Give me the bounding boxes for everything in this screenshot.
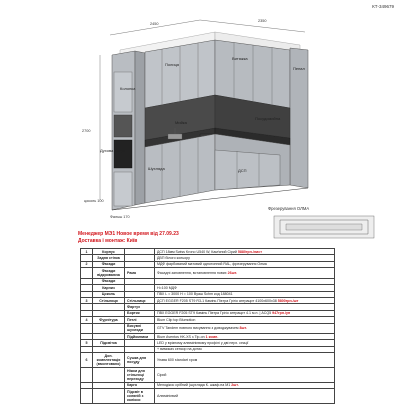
label-hood: Витяжка [232, 56, 248, 61]
spec-cell-sub: Фартух [125, 304, 155, 310]
spec-cell-val: GTV Tandem повного висування з доводжувачем 8шт. [155, 323, 335, 334]
spec-cell-cat: Доп. комплектація (вмонтовано) [93, 353, 125, 368]
spec-accent: 26шт. [226, 270, 238, 275]
spec-cell-cat: Карниз [93, 285, 125, 291]
label-dsp: ДСП [238, 168, 247, 173]
spec-table [80, 248, 335, 404]
dim-height: 2700 [82, 129, 91, 133]
spec-cell-sub: Рама [125, 268, 155, 279]
spec-cell-sub: Стільниця [125, 297, 155, 303]
spec-row [81, 323, 335, 334]
spec-cell-num [81, 389, 93, 404]
dim-plinth: цоколь 100 [84, 199, 104, 203]
spec-cell-val: Мелодікос срібний (шухляда К. шкаф.на М1 2шт. [155, 382, 335, 388]
spec-cell-val: ДВП білого кольору [155, 255, 335, 261]
dim-top-left: 2450 [150, 22, 159, 26]
spec-row [81, 353, 335, 368]
spec-row [81, 368, 335, 383]
manager-line-1: Менеджер МЭ1 Новое время від 27.09.23 [78, 231, 179, 237]
spec-cell-num [81, 323, 93, 334]
spec-accent: 5880грн./лист [236, 249, 263, 254]
spec-cell-sub: Петлі [125, 317, 155, 323]
label-drawer: Шухляда [148, 166, 165, 171]
label-column: Колонка [120, 86, 136, 91]
spec-cell-val: LED у врізному алюмінієвому профілі у дві нерх. секції [155, 340, 335, 346]
spec-cell-val: МДФ фарбований матовий однотонний RAL, фрезерування Олма [155, 261, 335, 267]
spec-cell-sub: Підйомники [125, 334, 155, 340]
spec-cell-val: ПВХ L = 3000 Н = 100 Вуаш Schm код 188041 [155, 291, 335, 297]
spec-cell-num: 1 [81, 249, 93, 255]
label-oven: Духова шафа [100, 148, 126, 153]
spec-cell-val: Алюмінієвий [155, 389, 335, 404]
spec-cell-cat: Підсвітка [93, 340, 125, 346]
spec-cell-cat [93, 389, 125, 404]
spec-cell-sub: Бортик [125, 310, 155, 316]
spec-cell-val: Упава 600 standart хром [155, 353, 335, 368]
spec-cell-sub: Ніжки для стільниці переходу [125, 368, 155, 383]
spec-cell-num: 2 [81, 261, 93, 267]
spec-cell-cat [93, 323, 125, 334]
spec-cell-val: + вимикач сенсор на дотик [155, 346, 335, 352]
spec-accent: 2шт. [230, 383, 239, 388]
spec-cell-val: ДСП EGGER F205 ST9 R3-1 Камінь Пієтра Грігіо антрацит 4100х600х38 5800грн./шт [155, 297, 335, 303]
spec-cell-cat: Цоколь [93, 291, 125, 297]
spec-row [81, 268, 335, 279]
spec-accent: 5800грн./шт [276, 298, 299, 303]
spec-cell-num: 5 [81, 340, 93, 346]
spec-cell-val: Фасадні заповнення, встановлення нових 26шт. [155, 268, 335, 279]
dim-top-right: 2350 [258, 19, 267, 23]
spec-cell-val: Blum Aventos HK-XS з Tip-on 1 комп. [155, 334, 335, 340]
document-code: КТ-349679 [372, 4, 394, 9]
spec-cell-cat: Корпус [93, 249, 125, 255]
spec-cell-val: Сірий [155, 368, 335, 383]
spec-cell-cat: Фасади [93, 278, 125, 284]
spec-cell-val: ПВХ EGGER F205 ST9 Камінь Пієтра Грігіо антрацит 4.1 м.п. | ACQ5 947грн./уп [155, 310, 335, 316]
spec-cell-cat: Стільниця [93, 297, 125, 303]
spec-accent: 1 комп. [204, 334, 219, 339]
spec-cell-cat [93, 368, 125, 383]
label-sink: Мийка [175, 120, 187, 125]
label-shelf: Полиця [165, 62, 180, 67]
spec-cell-cat: Фурнітура [93, 317, 125, 323]
spec-cell-num: 3 [81, 297, 93, 303]
spec-cell-num [81, 268, 93, 279]
label-pencil: Пенал [293, 66, 305, 71]
dim-facade-strip: Фальш 170 [110, 215, 130, 219]
fillet-profile-drawing [270, 210, 380, 244]
spec-cell-sub: Карго [125, 382, 155, 388]
label-dishwasher: Посудомийна [255, 116, 281, 121]
spec-row [81, 389, 335, 404]
manager-note [78, 231, 179, 244]
spec-cell-num [81, 368, 93, 383]
spec-cell-val: Blum Clip top Blumotion [155, 317, 335, 323]
spec-cell-val: Н=100 МДФ [155, 285, 335, 291]
spec-cell-cat: Задня стінка [93, 255, 125, 261]
spec-cell-cat: Фасади [93, 261, 125, 267]
spec-accent: 8шт. [238, 326, 247, 331]
spec-cell-sub: Підсвіт в скляній з коліоси [125, 389, 155, 404]
spec-cell-val: ДСП 18мм Swiss Krono U540 W, Кам'яний Сірий 5880грн./лист [155, 249, 335, 255]
manager-line-2: Доставка і монтаж: Київ [78, 237, 138, 244]
spec-cell-num: 4 [81, 317, 93, 323]
spec-cell-sub: Висувні шухляди [125, 323, 155, 334]
spec-cell-sub: Сушка для посуду [125, 353, 155, 368]
spec-cell-cat: Фасади відкриваюча [93, 268, 125, 279]
spec-cell-num: 6 [81, 353, 93, 368]
spec-accent: 947грн./уп [271, 311, 291, 316]
fillet-label: Фрезерування ОЛМА [268, 206, 310, 211]
